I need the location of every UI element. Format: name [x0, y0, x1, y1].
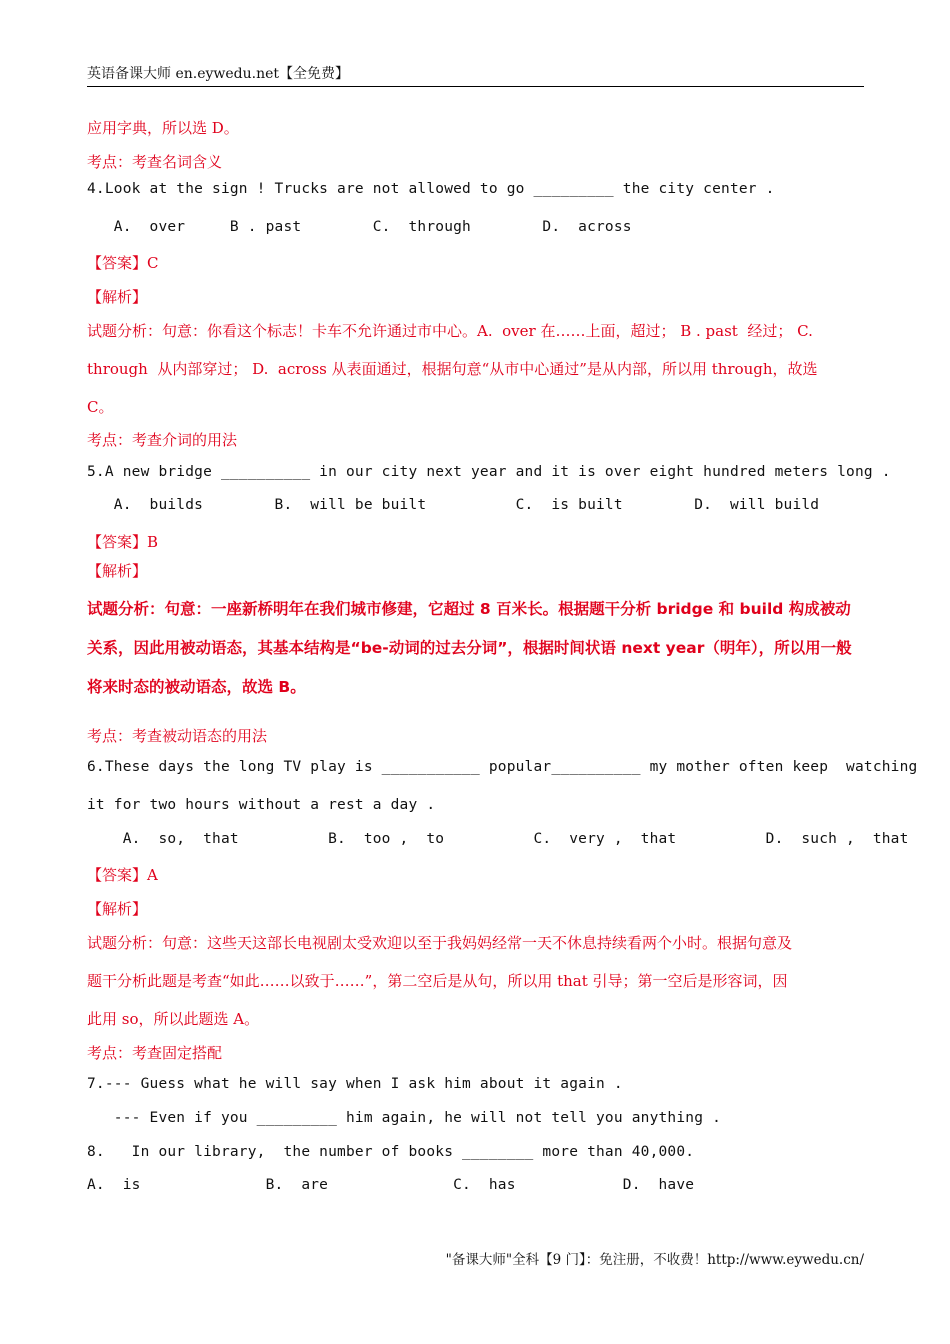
question-7-line-2: --- Even if you _________ him again, he will not tell you anything .	[87, 1110, 722, 1126]
explanation-4-line-2: through 从内部穿过； D. across 从表面通过，根据句意“从市中心通过”是从内部，所以用 through，故选	[87, 360, 818, 378]
question-4: 4.Look at the sign ! Trucks are not allowed to go _________ the city center .	[87, 181, 775, 197]
analysis-label-6: 【解析】	[87, 900, 148, 918]
explanation-4-line-1: 试题分析：句意：你看这个标志！卡车不允许通过市中心。A. over 在……上面，超过； B . past 经过； C.	[87, 322, 813, 340]
question-6-line-1: 6.These days the long TV play is ___________ popular__________ my mother often keep watching	[87, 759, 918, 775]
explanation-5-line-3: 将来时态的被动语态，故选 B。	[87, 678, 306, 696]
header-text: 英语备课大师 en.eywedu.net【全免费】	[87, 66, 350, 82]
kaodian-6: 考点：考查固定搭配	[87, 1044, 223, 1062]
explanation-6-line-1: 试题分析：句意：这些天这部长电视剧太受欢迎以至于我妈妈经常一天不休息持续看两个小时。根据句意及	[87, 934, 793, 952]
explanation-6-line-3: 此用 so，所以此题选 A。	[87, 1010, 260, 1028]
answer-6: 【答案】A	[87, 866, 158, 884]
explanation-5-line-1: 试题分析：句意：一座新桥明年在我们城市修建，它超过 8 百米长。根据题干分析 bridge 和 build 构成被动	[87, 600, 851, 618]
answer-5: 【答案】B	[87, 533, 159, 551]
kaodian-4: 考点：考查介词的用法	[87, 431, 238, 449]
question-8: 8. In our library, the number of books ________ more than 40,000.	[87, 1144, 695, 1160]
analysis-label-4: 【解析】	[87, 288, 148, 306]
answer-4: 【答案】C	[87, 254, 159, 272]
question-6-options: A. so, that B. too , to C. very , that D. such , that	[87, 831, 909, 847]
question-6-line-2: it for two hours without a rest a day .	[87, 797, 436, 813]
kaodian-line: 考点：考查名词含义	[87, 153, 223, 171]
explanation-line: 应用字典，所以选 D。	[87, 119, 239, 137]
page-header	[87, 64, 864, 87]
question-5-options: A. builds B. will be built C. is built D. will build	[87, 497, 820, 513]
page-footer: "备课大师"全科【9 门】：免注册，不收费！http://www.eywedu.cn/	[445, 1252, 864, 1268]
question-4-options: A. over B . past C. through D. across	[87, 219, 632, 235]
analysis-label-5: 【解析】	[87, 562, 148, 580]
explanation-5-line-2: 关系，因此用被动语态，其基本结构是“be-动词的过去分词”，根据时间状语 next year（明年），所以用一般	[87, 639, 852, 657]
explanation-4-line-3: C。	[87, 398, 114, 416]
question-7-line-1: 7.--- Guess what he will say when I ask him about it again .	[87, 1076, 623, 1092]
explanation-6-line-2: 题干分析此题是考查“如此……以致于……”，第二空后是从句，所以用 that 引导；第一空后是形容词，因	[87, 972, 788, 990]
kaodian-5: 考点：考查被动语态的用法	[87, 727, 268, 745]
question-5: 5.A new bridge __________ in our city next year and it is over eight hundred meters long .	[87, 464, 891, 480]
question-8-options: A. is B. are C. has D. have	[87, 1177, 695, 1193]
